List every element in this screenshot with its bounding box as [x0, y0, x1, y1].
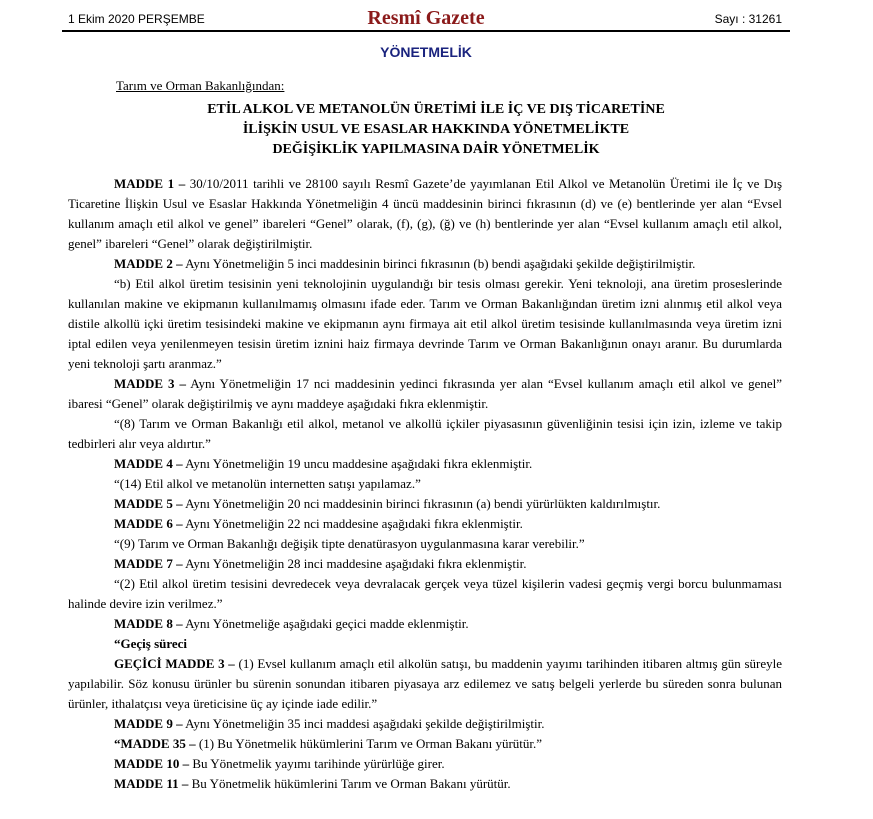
article-text: (1) Bu Yönetmelik hükümlerini Tarım ve Orman Bakanı yürütür.”	[195, 736, 543, 751]
regulation-body	[68, 174, 782, 794]
article-paragraph	[68, 374, 782, 414]
article-paragraph	[68, 714, 782, 734]
article-label: MADDE 3 –	[114, 376, 187, 391]
article-label: GEÇİCİ MADDE 3 –	[114, 656, 235, 671]
article-paragraph	[68, 474, 782, 494]
article-text: 30/10/2011 tarihli ve 28100 sayılı Resmî Gazete’de yayımlanan Etil Alkol ve Metanolün Üretimi ile İç ve Dış Ticaretine İlişkin Usul ve Esaslar Hakkında Yönetmeliğin 4 üncü maddesinin birinci fıkrasının (d) ve (e) bentlerinde yer alan “Evsel kullanım amaçlı etil alkol ve genel” ibareleri “Genel” olarak, (f), (g), (ğ) ve (h) bentlerinde yer alan “Evsel kullanım amaçlı etil alkol, genel” ibareleri “Genel” olarak değiştirilmiştir.	[68, 176, 783, 251]
article-paragraph	[68, 574, 782, 614]
article-paragraph	[68, 514, 782, 534]
article-paragraph	[68, 274, 782, 374]
article-label: MADDE 10 –	[114, 756, 190, 771]
regulation-title	[62, 100, 810, 160]
gazette-masthead: Resmî Gazete	[367, 7, 485, 29]
gazette-header	[62, 6, 790, 32]
title-line: ETİL ALKOL VE METANOLÜN ÜRETİMİ İLE İÇ VE DIŞ TİCARETİNE	[207, 102, 665, 117]
title-line: DEĞİŞİKLİK YAPILMASINA DAİR YÖNETMELİK	[272, 142, 600, 157]
article-paragraph	[68, 634, 782, 654]
article-paragraph	[68, 774, 782, 794]
article-text: “(2) Etil alkol üretim tesisini devredecek veya devralacak gerçek veya tüzel kişilerin vadesi geçmiş vergi borcu bulunmaması halinde devire izin verilmez.”	[68, 576, 782, 611]
article-label: MADDE 4 –	[114, 456, 183, 471]
article-label: MADDE 8 –	[114, 616, 183, 631]
article-text: Aynı Yönetmeliğe aşağıdaki geçici madde eklenmiştir.	[182, 616, 469, 631]
article-paragraph	[68, 534, 782, 554]
article-paragraph	[68, 174, 782, 254]
article-paragraph	[68, 654, 782, 714]
issuing-ministry: Tarım ve Orman Bakanlığından:	[116, 78, 285, 93]
article-text: “(14) Etil alkol ve metanolün internetten satışı yapılamaz.”	[114, 476, 421, 491]
article-paragraph	[68, 254, 782, 274]
article-text: Aynı Yönetmeliğin 28 inci maddesine aşağıdaki fıkra eklenmiştir.	[182, 556, 527, 571]
issue-number: Sayı : 31261	[714, 12, 782, 26]
article-text: “(8) Tarım ve Orman Bakanlığı etil alkol, metanol ve alkollü içkiler piyasasının güvenliğinin tesisi için izin, izleme ve takip tedbirleri alır veya aldırtır.”	[68, 416, 782, 451]
article-text: Aynı Yönetmeliğin 35 inci maddesi aşağıdaki şekilde değiştirilmiştir.	[182, 716, 545, 731]
article-paragraph	[68, 734, 782, 754]
section-title: YÖNETMELİK	[380, 44, 472, 60]
article-label: MADDE 6 –	[114, 516, 183, 531]
article-text: Aynı Yönetmeliğin 5 inci maddesinin birinci fıkrasının (b) bendi aşağıdaki şekilde değiştirilmiştir.	[182, 256, 696, 271]
article-paragraph	[68, 554, 782, 574]
article-label: MADDE 7 –	[114, 556, 183, 571]
article-paragraph	[68, 454, 782, 474]
article-text: Aynı Yönetmeliğin 17 nci maddesinin yedinci fıkrasında yer alan “Evsel kullanım amaçlı etil alkol ve genel” ibaresi “Genel” olarak değiştirilmiş ve aynı maddeye aşağıdaki fıkra eklenmiştir.	[68, 376, 782, 411]
article-label: “MADDE 35 –	[114, 736, 196, 751]
article-paragraph	[68, 754, 782, 774]
article-paragraph	[68, 414, 782, 454]
article-text: Aynı Yönetmeliğin 19 uncu maddesine aşağıdaki fıkra eklenmiştir.	[182, 456, 533, 471]
article-paragraph	[68, 614, 782, 634]
article-text: Bu Yönetmelik yayımı tarihinde yürürlüğe girer.	[189, 756, 445, 771]
article-label: MADDE 5 –	[114, 496, 183, 511]
article-text: Aynı Yönetmeliğin 20 nci maddesinin birinci fıkrasının (a) bendi yürürlükten kaldırılmıştır.	[182, 496, 661, 511]
article-text: “b) Etil alkol üretim tesisinin yeni teknolojinin uygulandığı bir tesis olması gerekir. Yeni teknoloji, ana üretim proseslerinde kullanılan makine ve ekipmanın kullanılmamış olmasını ifade eder. Tarım ve Orman Bakanlığından üretim izni alınmış etil alkol veya distile alkollü içki üretim tesisindeki makine ve ekipmanın aynı firmaya ait etil alkol üretim tesisinde kullanılmasında veya üretim izni iptal edilen veya yenilenmeyen tesisin üretim iznini haiz firmaya devrinde Tarım ve Orman Bakanlığının onayı aranır. Bu durumlarda yeni teknoloji şartı aranmaz.”	[68, 276, 782, 371]
article-label: MADDE 11 –	[114, 776, 189, 791]
article-label: MADDE 9 –	[114, 716, 183, 731]
article-text: “(9) Tarım ve Orman Bakanlığı değişik tipte denatürasyon uygulanmasına karar verebilir.”	[114, 536, 585, 551]
article-text: Aynı Yönetmeliğin 22 nci maddesine aşağıdaki fıkra eklenmiştir.	[182, 516, 523, 531]
article-label: MADDE 1 –	[114, 176, 186, 191]
title-line: İLİŞKİN USUL VE ESASLAR HAKKINDA YÖNETMELİKTE	[242, 122, 630, 137]
article-text: Bu Yönetmelik hükümlerini Tarım ve Orman Bakanı yürütür.	[188, 776, 511, 791]
article-label: MADDE 2 –	[114, 256, 183, 271]
issue-date: 1 Ekim 2020 PERŞEMBE	[68, 12, 205, 26]
article-paragraph	[68, 494, 782, 514]
article-label: “Geçiş süreci	[114, 636, 188, 651]
article-text: (1) Evsel kullanım amaçlı etil alkolün satışı, bu maddenin yayımı tarihinden itibaren altmış gün süreyle yapılabilir. Söz konusu ürünler bu sürenin sonundan itibaren piyasaya arz edilemez ve satış belgeli yerlerde bu süreden sonra bulunan ürünler, ithalatçısı veya üreticisine üç ay içinde iade edilir.”	[68, 656, 782, 711]
